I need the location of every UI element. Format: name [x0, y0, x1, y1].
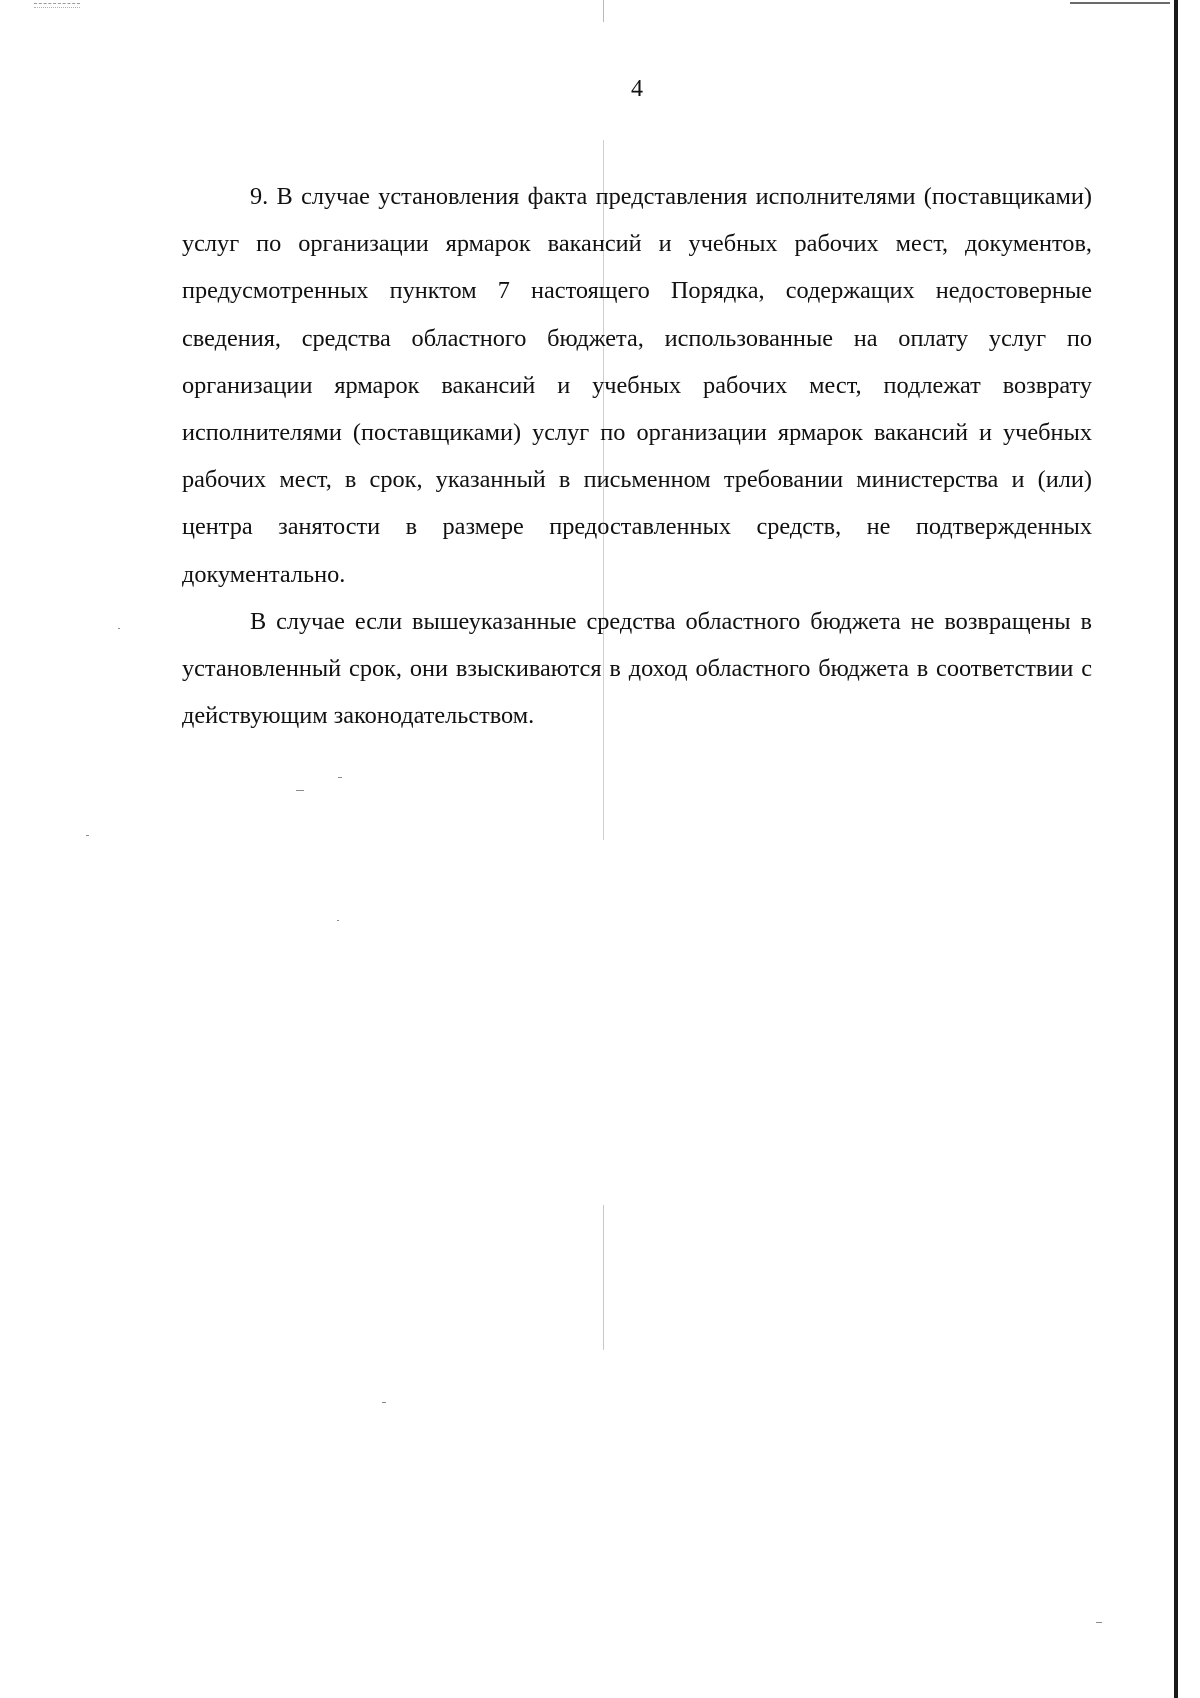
scan-speck — [337, 920, 339, 921]
page-right-edge — [1174, 0, 1200, 1698]
scan-speck — [118, 628, 120, 629]
paragraph-refund-terms: 9. В случае установления факта представления исполнителями (поставщиками) услуг по организации ярмарок вакансий и учебных рабочих мест, документов, предусмотренных пунктом 7 настоящего Порядка, содержащих недостоверные сведения, средства областного бюджета, использованные на оплату услуг по организации ярмарок вакансий и учебных рабочих мест, подлежат возврату исполнителями (поставщиками) услуг по организации ярмарок вакансий и учебных рабочих мест, в срок, указанный в письменном требовании министерства и (или) центра занятости в размере предоставленных средств, не подтвержденных документально. — [182, 183, 1092, 588]
fold-line-lower — [603, 1205, 604, 1350]
scan-top-rule — [1070, 2, 1170, 4]
scan-speck — [1096, 1622, 1102, 1623]
page-number: 4 — [631, 76, 643, 102]
scan-speck — [86, 835, 89, 836]
scan-speck — [338, 777, 342, 778]
scan-speck — [382, 1402, 386, 1403]
scan-corner-mark — [34, 3, 80, 8]
fold-line-top — [603, 0, 604, 22]
document-body — [182, 173, 1092, 739]
scan-speck — [296, 790, 304, 791]
paragraph-recovery: В случае если вышеуказанные средства областного бюджета не возвращены в установленный срок, они взыскиваются в доход областного бюджета в соответствии с действующим законодательством. — [182, 607, 1092, 730]
